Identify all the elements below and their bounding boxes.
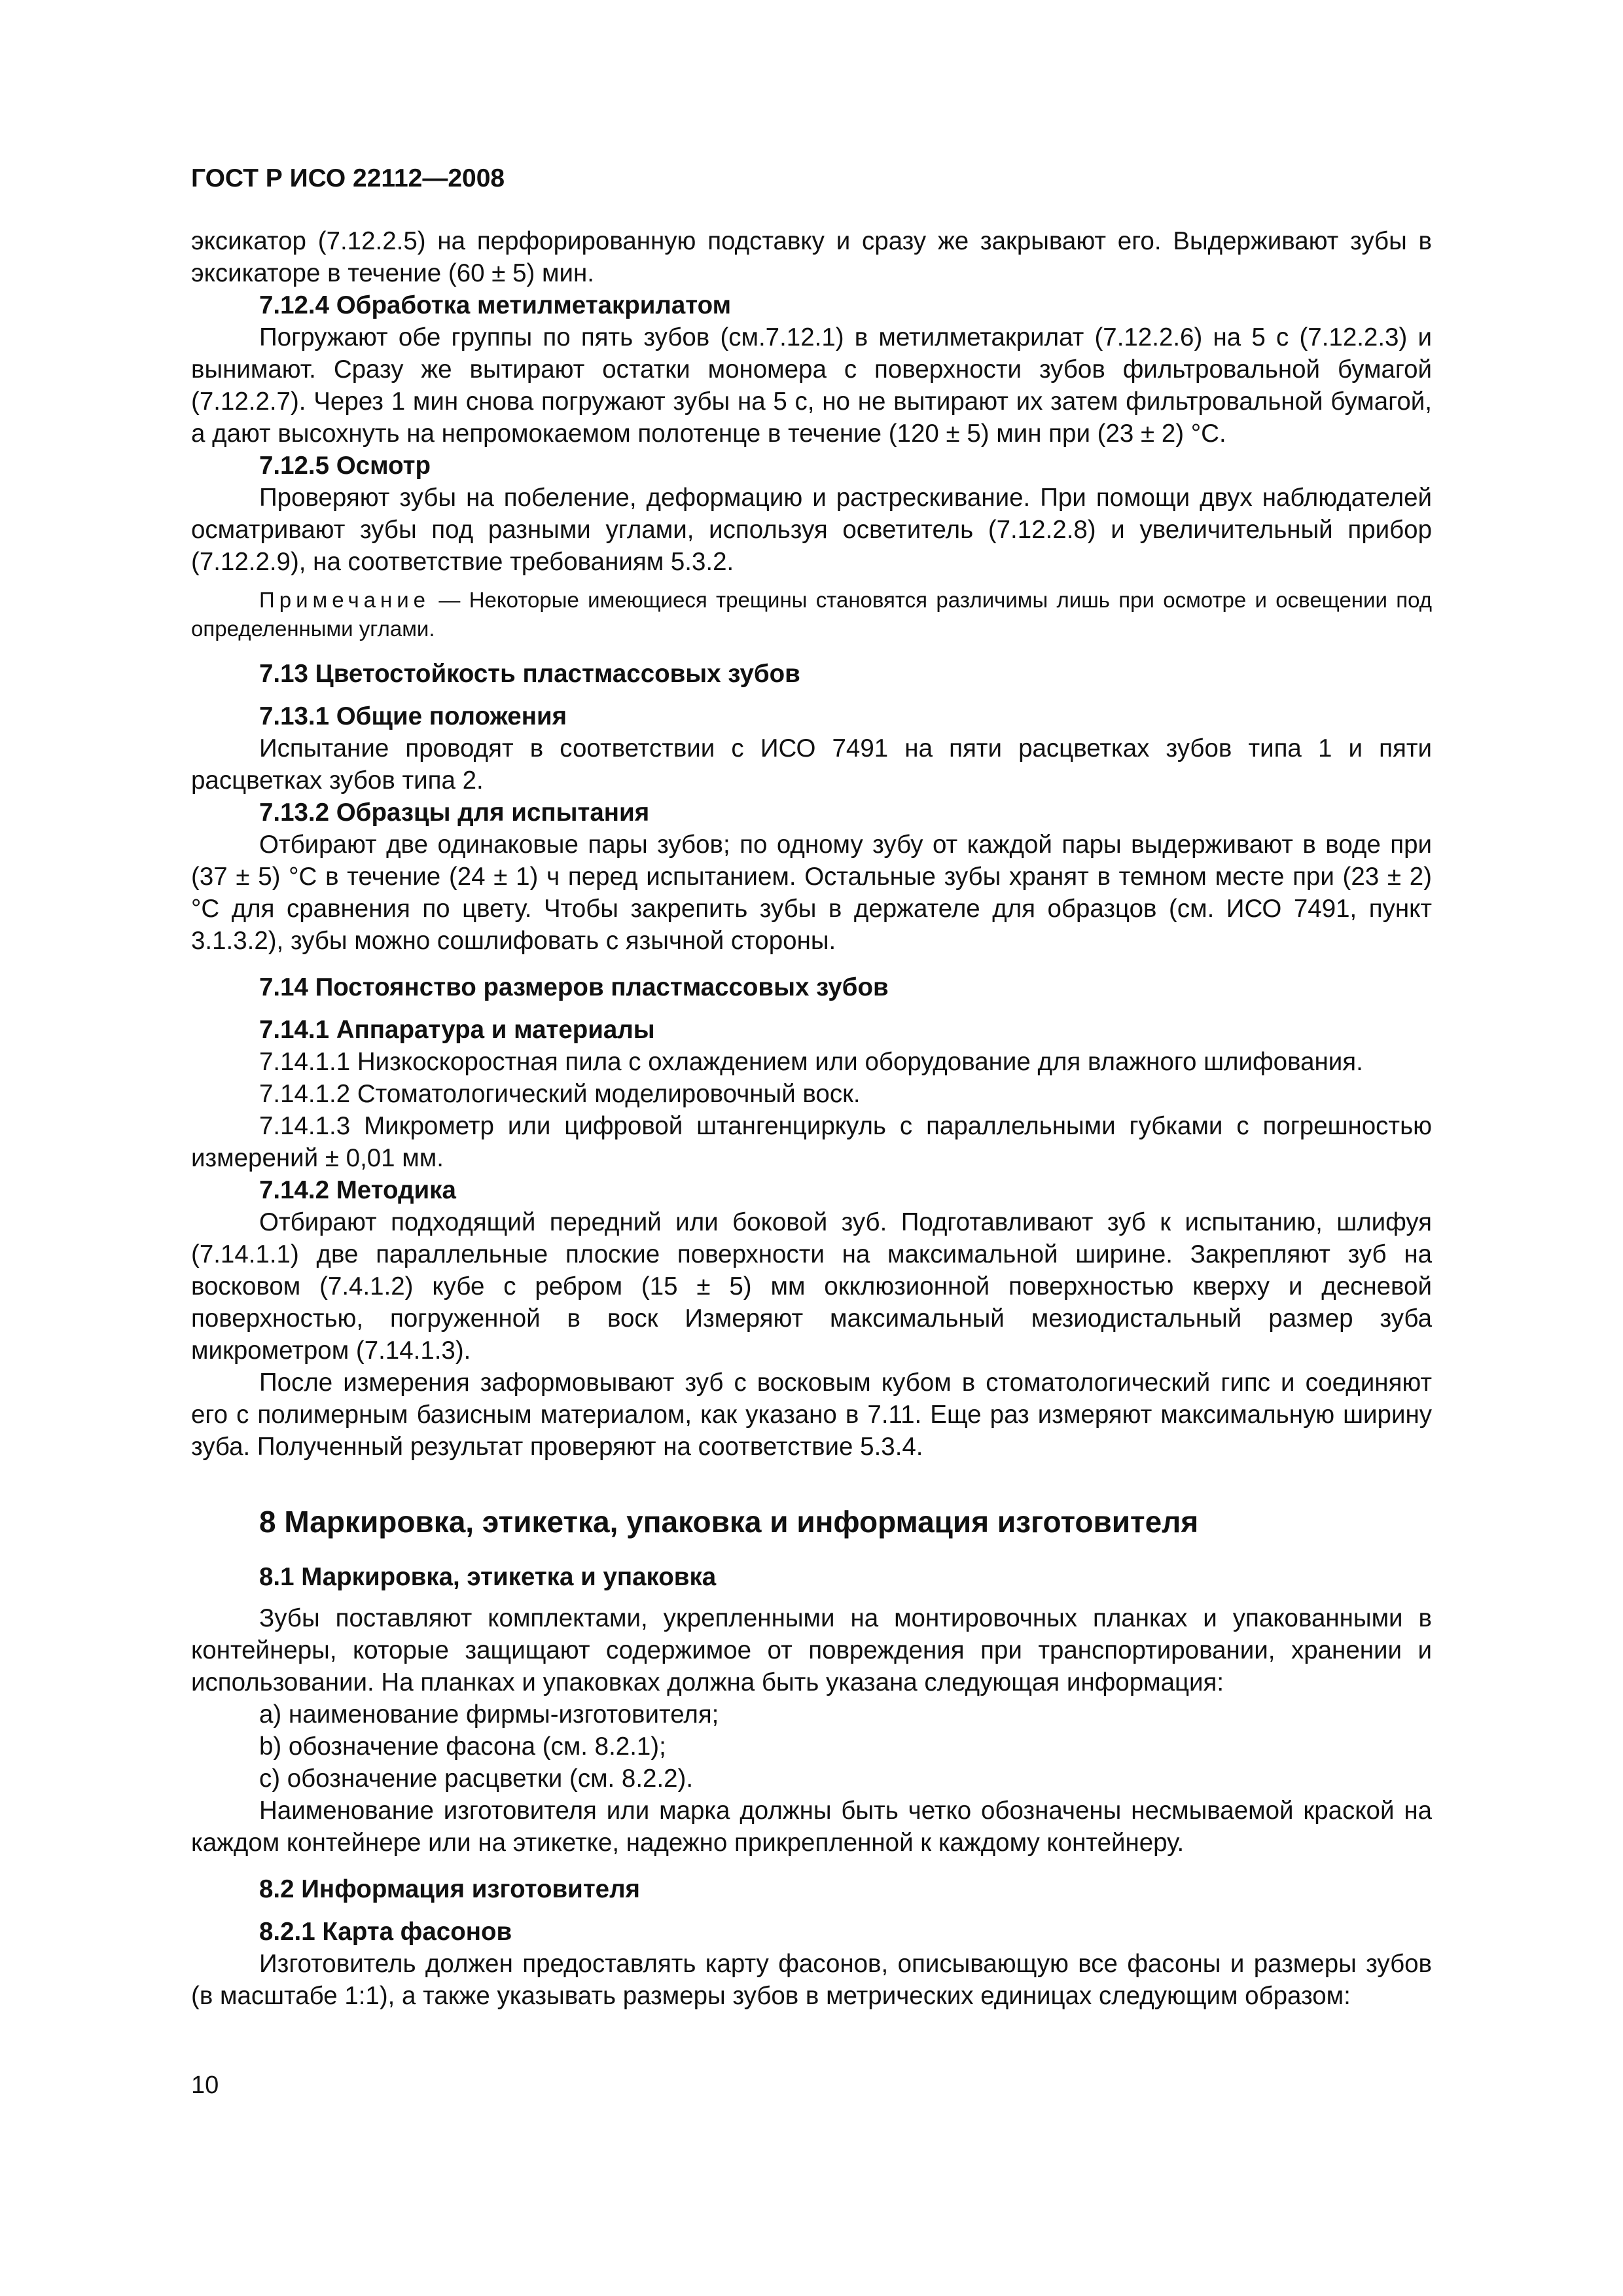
- heading-7-13: 7.13 Цветостойкость пластмассовых зубов: [259, 660, 800, 688]
- list-item: c) обозначение расцветки (см. 8.2.2).: [259, 1765, 694, 1793]
- heading-8-1: 8.1 Маркировка, этикетка и упаковка: [259, 1563, 717, 1591]
- paragraph: 7.14.1.3 Микрометр или цифровой штангенциркуль с параллельными губками с погрешностью измерений ± 0,01 мм.: [191, 1112, 1432, 1172]
- heading-7-12-5: 7.12.5 Осмотр: [259, 452, 431, 480]
- paragraph: Отбирают подходящий передний или боковой зуб. Подготавливают зуб к испытанию, шлифуя (7.14.1.1) две параллельные плоские поверхности на максимальной ширине. Закрепляют зуб на восковом (7.4.1.2) кубе с ребром (15 ± 5) мм окклюзионной поверхностью кверху и десневой поверхностью, погруженной в воск Измеряют максимальный мезиодистальный размер зуба микрометром (7.14.1.3).: [191, 1208, 1432, 1365]
- heading-8-2-1: 8.2.1 Карта фасонов: [259, 1918, 512, 1946]
- paragraph: Погружают обе группы по пять зубов (см.7.12.1) в метилметакрилат (7.12.2.6) на 5 с (7.12.2.3) и вынимают. Сразу же вытирают остатки мономера с поверхности зубов фильтровальной бумагой (7.12.2.7). Через 1 мин снова погружают зубы на 5 с, но не вытирают их затем фильтровальной бумагой, а дают высохнуть на непромокаемом полотенце в течение (120 ± 5) мин при (23 ± 2) °С.: [191, 323, 1432, 448]
- heading-7-12-4: 7.12.4 Обработка метилметакрилатом: [259, 291, 732, 319]
- paragraph: После измерения заформовывают зуб с восковым кубом в стоматологический гипс и соединяют его с полимерным базисным материалом, как указано в 7.11. Еще раз измеряют максимальную ширину зуба. Полученный результат проверяют на соответствие 5.3.4.: [191, 1369, 1432, 1461]
- page-number: 10: [191, 2072, 219, 2099]
- paragraph: Испытание проводят в соответствии с ИСО 7491 на пяти расцветках зубов типа 1 и пяти расцветках зубов типа 2.: [191, 734, 1432, 795]
- paragraph: Изготовитель должен предоставлять карту фасонов, описывающую все фасоны и размеры зубов (в масштабе 1:1), а также указывать размеры зубов в метрических единицах следующим образом:: [191, 1950, 1432, 2010]
- page-content: [191, 225, 1432, 2012]
- paragraph: эксикатор (7.12.2.5) на перфорированную подставку и сразу же закрывают его. Выдерживают зубы в эксикаторе в течение (60 ± 5) мин.: [191, 227, 1432, 287]
- paragraph: Наименование изготовителя или марка должны быть четко обозначены несмываемой краской на каждом контейнере или на этикетке, надежно прикрепленной к каждому контейнеру.: [191, 1797, 1432, 1857]
- heading-7-14-2: 7.14.2 Методика: [259, 1176, 456, 1204]
- paragraph: 7.14.1.1 Низкоскоростная пила с охлаждением или оборудование для влажного шлифования.: [259, 1048, 1363, 1076]
- heading-7-14-1: 7.14.1 Аппаратура и материалы: [259, 1016, 655, 1044]
- paragraph: Зубы поставляют комплектами, укрепленными на монтировочных планках и упакованными в контейнеры, которые защищают содержимое от повреждения при транспортировании, хранении и использовании. На планках и упаковках должна быть указана следующая информация:: [191, 1604, 1432, 1696]
- list-item: a) наименование фирмы-изготовителя;: [259, 1700, 719, 1729]
- heading-section-8: 8 Маркировка, этикетка, упаковка и информация изготовителя: [259, 1505, 1199, 1539]
- paragraph: Проверяют зубы на побеление, деформацию и растрескивание. При помощи двух наблюдателей осматривают зубы под разными углами, используя осветитель (7.12.2.8) и увеличительный прибор (7.12.2.9), на соответствие требованиям 5.3.2.: [191, 484, 1432, 576]
- list-item: b) обозначение фасона (см. 8.2.1);: [259, 1732, 666, 1761]
- note-text: — Некоторые имеющиеся трещины становятся различимы лишь при осмотре и освещении под определенными углами.: [191, 588, 1432, 641]
- heading-7-13-2: 7.13.2 Образцы для испытания: [259, 798, 650, 827]
- heading-7-13-1: 7.13.1 Общие положения: [259, 702, 567, 730]
- heading-7-14: 7.14 Постоянство размеров пластмассовых зубов: [259, 973, 889, 1001]
- paragraph: 7.14.1.2 Стоматологический моделировочный воск.: [259, 1080, 861, 1108]
- page-header: ГОСТ Р ИСО 22112—2008: [191, 164, 505, 192]
- note: [191, 586, 1432, 643]
- heading-8-2: 8.2 Информация изготовителя: [259, 1875, 641, 1903]
- note-label: Примечание: [259, 588, 431, 612]
- paragraph: Отбирают две одинаковые пары зубов; по одному зубу от каждой пары выдерживают в воде при (37 ± 5) °С в течение (24 ± 1) ч перед испытанием. Остальные зубы хранят в темном месте при (23 ± 2) °С для сравнения по цвету. Чтобы закрепить зубы в держателе для образцов (см. ИСО 7491, пункт 3.1.3.2), зубы можно сошлифовать с язычной стороны.: [191, 831, 1432, 955]
